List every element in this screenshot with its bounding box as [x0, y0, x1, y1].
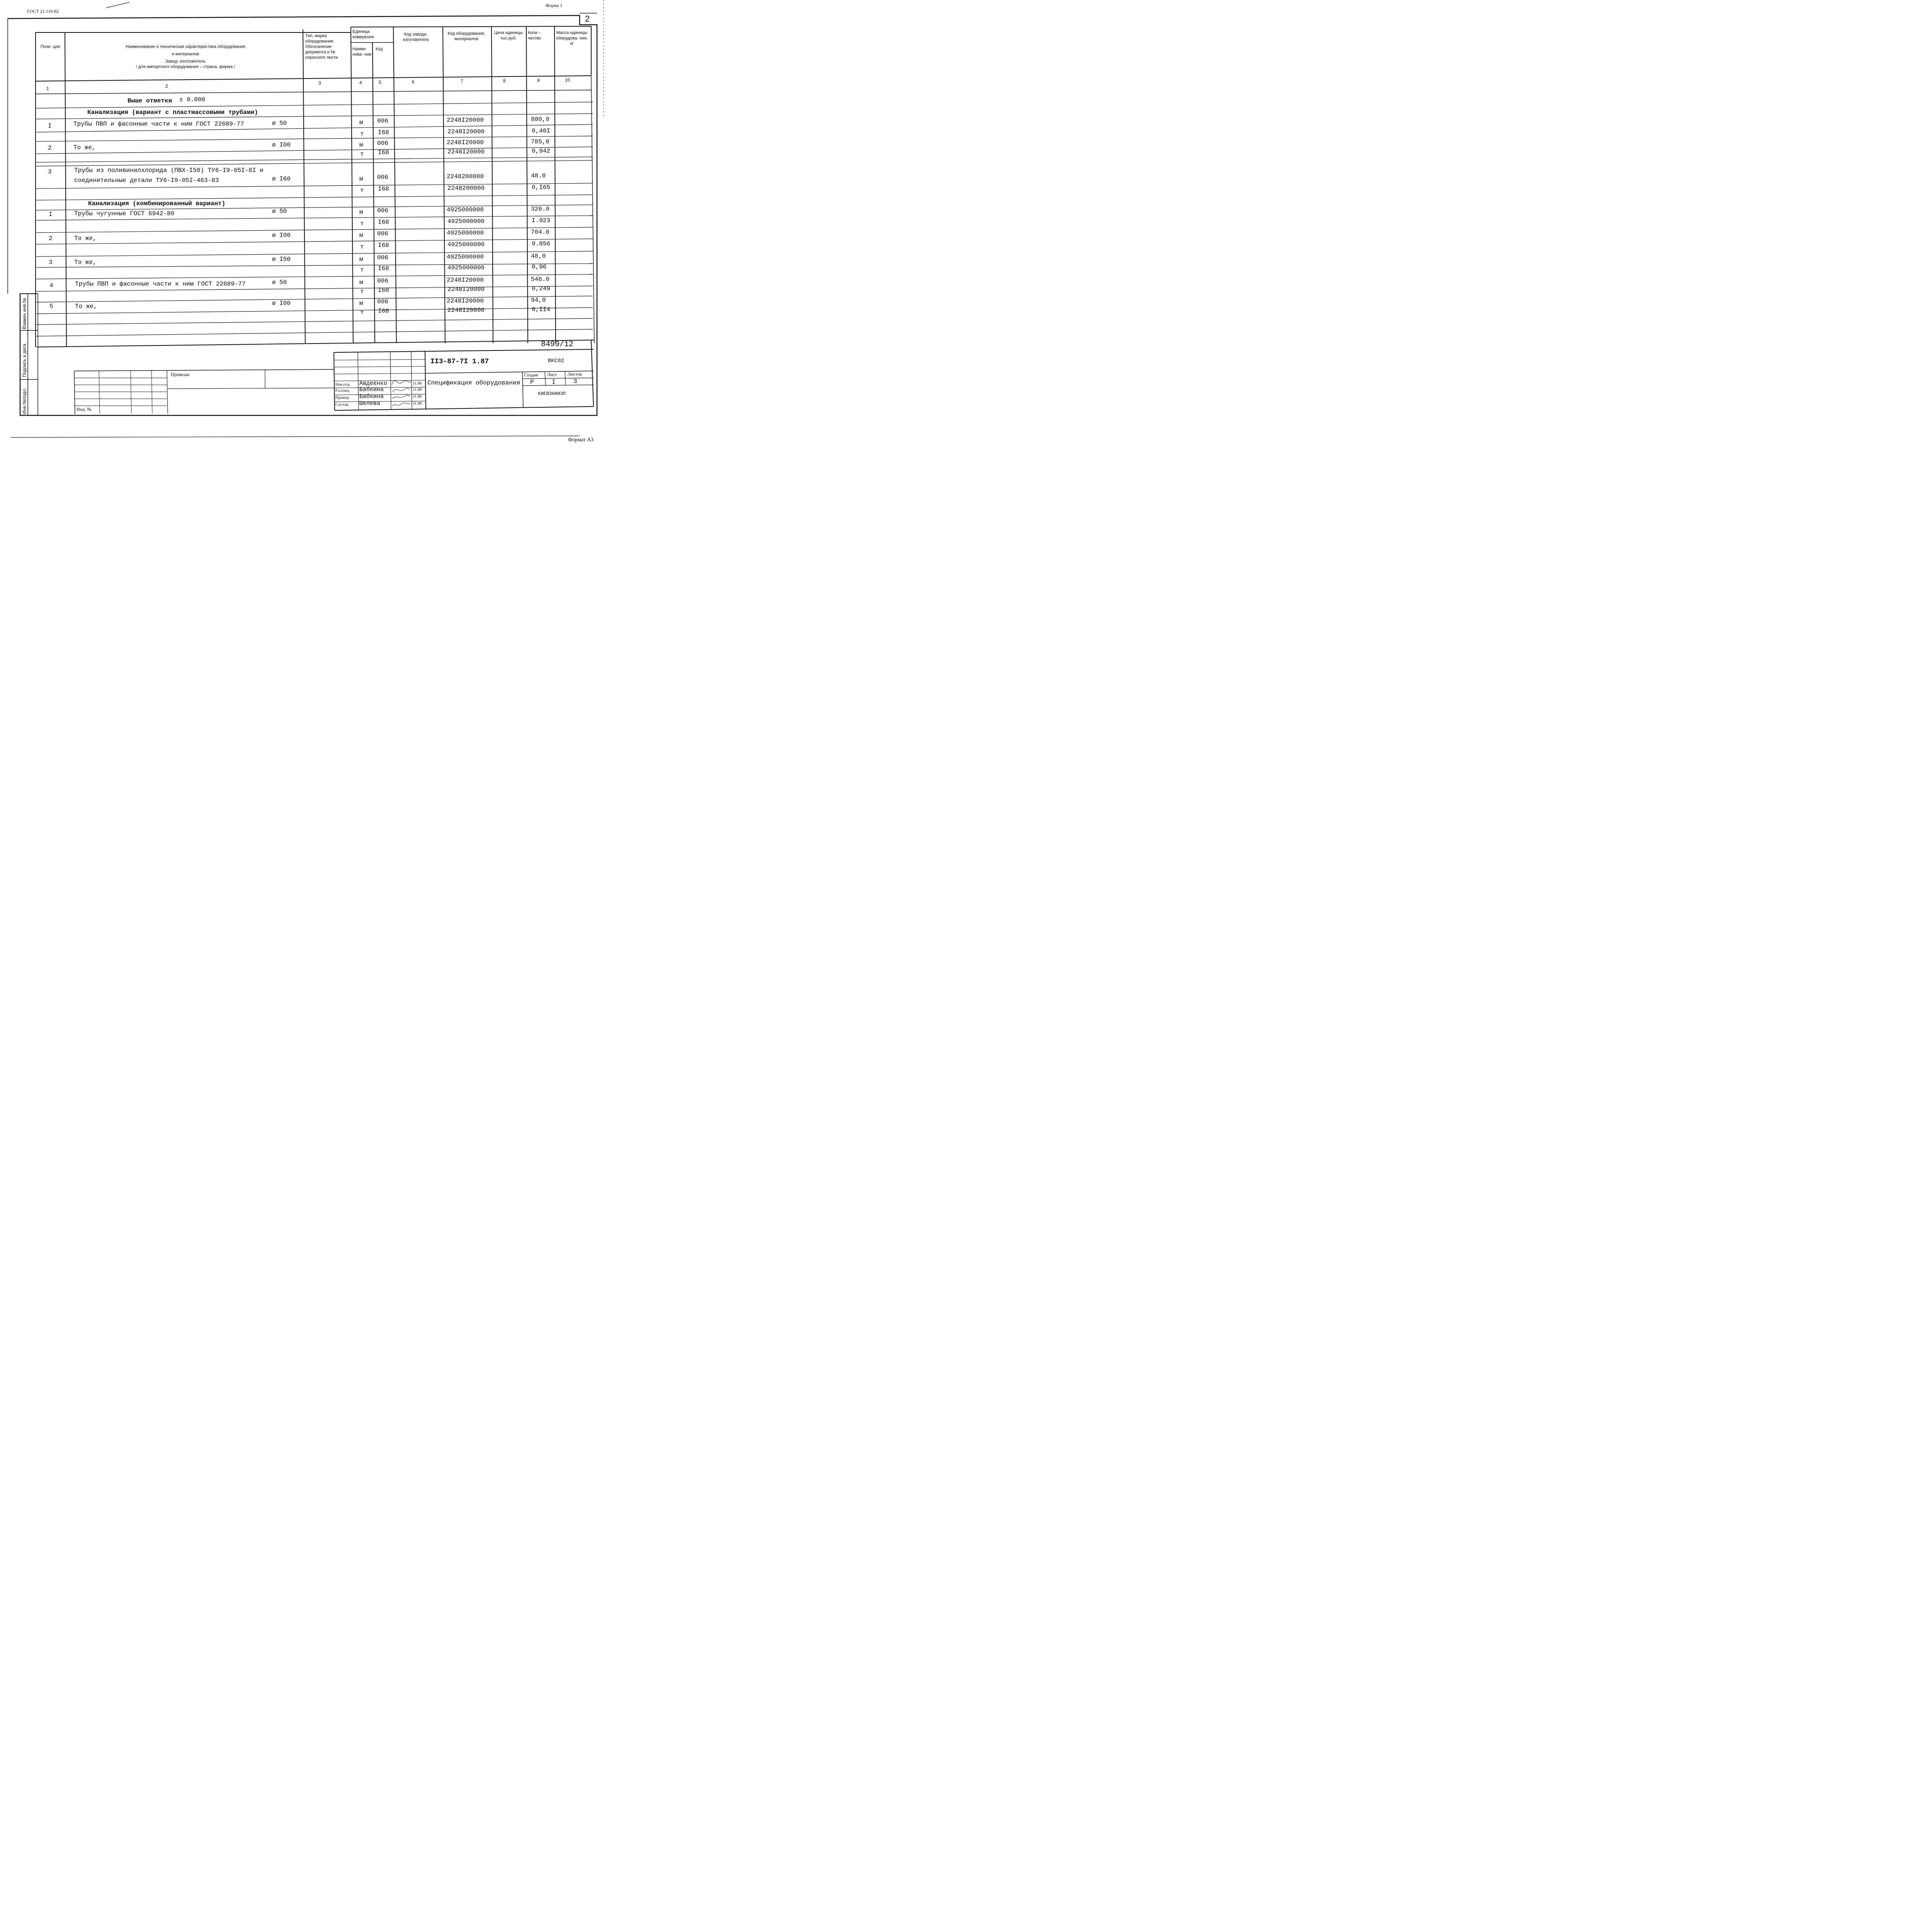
row-unit-code-secondary: I68	[378, 242, 389, 249]
signature-sheleva	[393, 403, 410, 407]
row-equipment-code-secondary: 2248200000	[447, 185, 485, 192]
section-plastic: Канализация (вариант с пластмассовыми трубами)	[87, 109, 258, 116]
stage-label: Стадия	[524, 372, 538, 378]
row-position: I	[48, 122, 52, 129]
row-name-continued: соединительные детали ТУ6-I9-05I-463-83	[74, 177, 219, 184]
row-quantity-primary: 326.0	[531, 206, 550, 213]
column-number: 10	[565, 77, 570, 83]
row-equipment-code-secondary: 2248I20000	[447, 286, 485, 293]
signer-date: 11.86	[413, 394, 422, 399]
gost-reference: ГОСТ 21.110-82	[27, 9, 59, 14]
row-unit-primary: м	[359, 279, 363, 286]
row-equipment-code-primary: 4925000000	[447, 206, 484, 213]
stage-value: Р	[530, 379, 534, 386]
header-price: Цена единицы тыс.руб.	[494, 31, 523, 41]
row-position: 2	[48, 145, 52, 151]
column-number: 2	[165, 83, 168, 89]
row-unit-code-primary: 006	[377, 277, 388, 284]
row-name: То же,	[74, 259, 97, 266]
header-position: Пози- ция	[40, 44, 60, 49]
signer-name: Шелева	[359, 400, 381, 407]
row-unit-code-primary: 006	[377, 207, 388, 214]
row-unit-secondary: т	[360, 288, 364, 295]
row-position: I	[49, 211, 53, 218]
signer-role: Нач.отд.	[335, 382, 351, 387]
row-equipment-code-primary: 2248I20000	[447, 139, 484, 146]
sheet-label: Лист	[547, 372, 557, 377]
row-equipment-code-primary: 2248200000	[447, 173, 484, 180]
column-number: 8	[503, 78, 506, 83]
row-unit-code-secondary: I68	[378, 287, 389, 294]
inv-number-label: Инд. №	[77, 407, 92, 412]
row-diameter: ø 50	[272, 208, 287, 215]
row-diameter: ø 50	[272, 120, 287, 127]
row-name: То же,	[73, 144, 96, 151]
row-unit-code-primary: 006	[377, 254, 388, 261]
header-name-line1: Наименование и техническая характеристика оборудования	[126, 44, 245, 49]
row-position: 3	[48, 168, 52, 175]
header-equipment-code: Код оборудования, материалов	[447, 31, 485, 41]
row-quantity-primary: 785,0	[531, 138, 550, 145]
row-quantity-secondary: 0,II4	[532, 306, 551, 313]
column-number: 5	[379, 80, 381, 85]
row-quantity-secondary: 9.856	[532, 240, 551, 247]
row-equipment-code-primary: 2248I20000	[447, 277, 484, 284]
attached-label: Привязан	[171, 372, 190, 377]
row-unit-secondary: т	[360, 151, 364, 158]
row-name: Трубы чугунные ГОСТ 6942-80	[74, 210, 175, 217]
row-unit-primary: м	[359, 300, 363, 307]
row-position: 5	[49, 303, 53, 310]
column-number: 4	[359, 80, 362, 85]
document-page	[0, 0, 606, 444]
row-quantity-primary: 48.0	[531, 172, 546, 179]
row-equipment-code-secondary: 4925000000	[447, 218, 485, 225]
section-combined: Канализация (комбинированный вариант)	[88, 200, 226, 207]
row-diameter: ø I60	[272, 175, 291, 182]
row-diameter: ø I50	[272, 256, 291, 263]
row-unit-secondary: т	[360, 267, 364, 274]
header-unit-name: Наиме- нова- ние	[352, 47, 372, 57]
row-position: 3	[49, 259, 53, 266]
row-equipment-code-secondary: 2248I20000	[447, 307, 485, 314]
form-label: Форма 1	[546, 3, 563, 8]
row-diameter: ø I00	[272, 141, 291, 148]
row-quantity-secondary: 0,942	[532, 148, 551, 155]
row-name: То же,	[74, 235, 97, 242]
signer-role: Гл.спец.	[335, 388, 350, 393]
row-unit-code-primary: 006	[377, 140, 388, 147]
signer-role: Провер.	[335, 395, 350, 400]
column-number: 3	[318, 80, 321, 86]
document-title: Спецификация оборудования	[427, 379, 520, 386]
row-equipment-code-primary: 4925000000	[447, 253, 484, 260]
section-above-mark-value: ± 0.000	[179, 96, 206, 103]
signer-name: Бабкина	[359, 393, 384, 400]
row-diameter: ø I00	[272, 232, 291, 239]
row-unit-code-primary: 006	[377, 230, 388, 237]
row-quantity-primary: 704.0	[531, 229, 550, 236]
row-unit-code-secondary: I68	[378, 129, 389, 136]
row-unit-primary: м	[359, 175, 363, 182]
sheets-label: Листов	[568, 371, 582, 377]
format-label: Формат А3	[568, 437, 594, 443]
signer-date: 11.86	[413, 401, 422, 406]
side-label-inv-original: Инв.№подл.	[22, 388, 27, 414]
sheets-value: 3	[573, 378, 577, 385]
header-name-line4: / для импортного оборудования – страна, фирма /	[136, 65, 235, 69]
row-unit-code-secondary: I68	[378, 265, 389, 272]
row-unit-code-primary: 006	[377, 117, 388, 124]
column-number: 7	[461, 78, 463, 84]
row-quantity-secondary: 0,96	[532, 264, 547, 270]
row-position: 2	[49, 235, 53, 242]
row-name: Трубы из поливинилхлорида (ПВХ-I50) ТУ6-I9-05I-8I и	[74, 167, 264, 174]
row-quantity-primary: 546.0	[531, 276, 550, 283]
header-unit-code: Код	[376, 47, 383, 51]
row-equipment-code-secondary: 4925000000	[447, 241, 485, 248]
row-unit-code-primary: 006	[377, 174, 388, 181]
row-unit-code-secondary: I68	[378, 185, 389, 192]
row-unit-code-secondary: I68	[378, 219, 389, 226]
organization: КИЕВЗНИИЭП	[538, 391, 566, 396]
signature-babkina-2	[393, 395, 410, 399]
row-equipment-code-primary: 2248I20000	[447, 117, 484, 124]
row-quantity-secondary: 0,249	[532, 285, 551, 292]
section-above-mark: Выше отметки	[128, 97, 172, 104]
header-quantity: Коли – чество	[528, 31, 541, 41]
row-equipment-code-secondary: 2248I20000	[447, 128, 485, 135]
side-label-sign-date: Подпись и дата	[22, 344, 27, 377]
signature-avdeenko	[392, 381, 411, 385]
column-number: 1	[46, 86, 49, 91]
row-quantity-primary: 94,0	[531, 297, 546, 304]
header-unit: Единица измерения	[352, 29, 374, 39]
row-unit-code-secondary: I68	[378, 149, 389, 156]
row-diameter: ø 50	[272, 279, 287, 286]
row-unit-primary: м	[359, 119, 363, 126]
signer-name: Бабкина	[359, 386, 384, 393]
row-unit-code-primary: 006	[377, 298, 388, 305]
sheet-value: I	[552, 379, 556, 386]
signer-date: 11.86	[413, 387, 422, 392]
row-diameter: ø I00	[272, 300, 291, 307]
header-mass: Масса единицы оборудова- ния, кг	[556, 31, 588, 46]
row-name: То же,	[75, 303, 97, 310]
row-unit-secondary: т	[360, 220, 364, 227]
inventory-number: 8499/12	[541, 340, 574, 349]
page-corner-number: 2	[585, 14, 590, 24]
header-maker-code: Код завода- изготовителя	[403, 32, 429, 42]
row-equipment-code-secondary: 4925000000	[447, 264, 485, 271]
row-equipment-code-primary: 4925000000	[447, 230, 484, 236]
row-quantity-secondary: I.923	[532, 217, 551, 224]
row-unit-primary: м	[359, 232, 363, 239]
row-equipment-code-primary: 2248I20000	[447, 298, 484, 304]
row-unit-secondary: т	[360, 187, 364, 194]
series-code: ВКС02	[548, 358, 565, 364]
row-unit-secondary: т	[360, 309, 364, 316]
header-type: Тип, марка оборудования. Обозначение документа и № опросного листа	[305, 34, 338, 60]
row-name: Трубы ПВП и фасонные части к ним ГОСТ 22689-77	[75, 281, 246, 287]
row-unit-secondary: т	[360, 131, 364, 138]
header-name-line2: и материалов	[172, 52, 199, 56]
row-equipment-code-secondary: 2248I20000	[447, 148, 485, 155]
signer-name: Авдеенко	[359, 380, 388, 387]
column-number: 6	[412, 79, 415, 85]
row-unit-primary: м	[359, 141, 363, 148]
signer-date: 11.86	[413, 381, 422, 386]
side-label-replace: Взамен инв.№	[22, 298, 27, 329]
row-quantity-secondary: 0,I65	[532, 184, 551, 191]
row-position: 4	[49, 282, 53, 289]
row-unit-primary: м	[359, 209, 363, 216]
row-quantity-primary: 48,0	[531, 253, 546, 260]
signatures	[392, 381, 411, 407]
row-name: Трубы ПВП и фасонные части к ним ГОСТ 22689-77	[73, 121, 244, 128]
document-code: II3-87-7I 1.87	[430, 358, 489, 366]
row-quantity-primary: 880,0	[531, 116, 550, 123]
row-unit-primary: м	[359, 256, 363, 263]
signature-babkina-1	[393, 388, 410, 392]
header-name-line3: Завод- изготовитель	[165, 59, 206, 64]
row-unit-code-secondary: I68	[378, 308, 389, 315]
column-number: 9	[537, 78, 540, 83]
row-unit-secondary: т	[360, 243, 364, 250]
row-quantity-secondary: 0,40I	[532, 128, 551, 134]
signer-role: Состав.	[335, 402, 349, 407]
